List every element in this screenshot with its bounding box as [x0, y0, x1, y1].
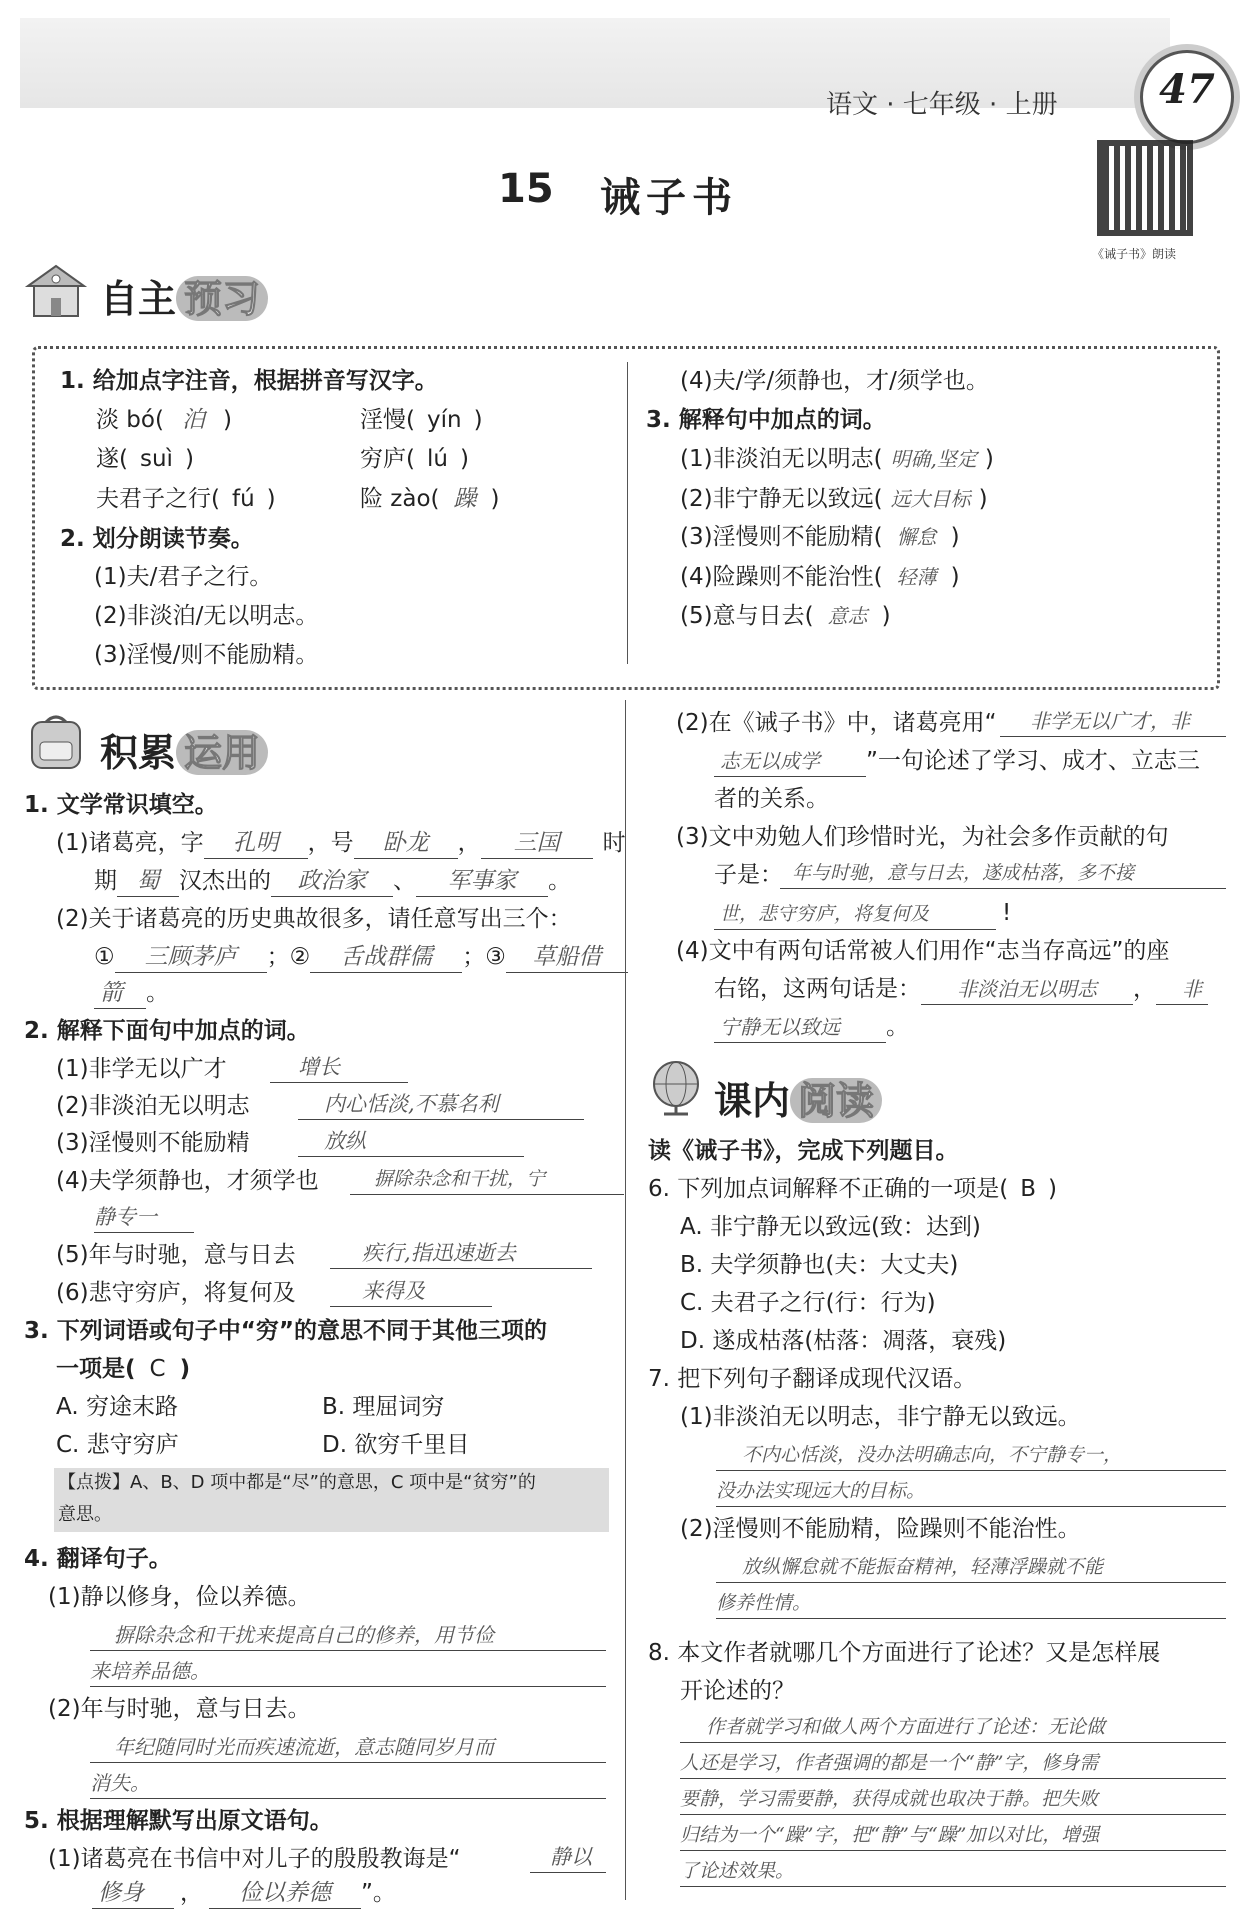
acc-q1c: (2)关于诸葛亮的历史典故很多，请任意写出三个： — [56, 906, 572, 932]
read-q8-ans3: 要静，学习需要静，获得成就也取决于静。把失败 — [680, 1784, 1226, 1815]
section-self-study — [100, 268, 268, 323]
ans: 军事家 — [416, 866, 548, 897]
answer: 轻薄 — [896, 565, 937, 589]
ans: C — [149, 1356, 166, 1382]
pre-q2d: (4)夫/学/须静也，才/须学也。 — [680, 368, 989, 394]
t: ! — [1002, 900, 1012, 926]
answer: 意志 — [827, 604, 868, 628]
t: 时 — [602, 830, 626, 856]
ans: 三国 — [481, 828, 593, 859]
acc-q2a: (1)非学无以广才 — [56, 1056, 227, 1082]
ans: 蜀 — [117, 866, 179, 897]
r-q5b: (2)在《诫子书》中，诸葛亮用“ — [676, 710, 997, 736]
paren: ) — [950, 564, 960, 590]
acc-q1a — [56, 828, 626, 859]
ans: 孔明 — [204, 828, 308, 859]
pre-q1a — [96, 405, 232, 435]
pre-q2c: (3)淫慢/则不能励精。 — [94, 642, 319, 668]
label: 险 zào( — [360, 486, 440, 512]
ans: 志无以成学 — [714, 746, 866, 777]
acc-q5a-ans: 静以 — [530, 1842, 606, 1873]
read-q8-ans2: 人还是学习，作者强调的都是一个“静”字，修身需 — [680, 1748, 1226, 1779]
r-q5c: (3)文中劝勉人们珍惜时光，为社会多作贡献的句 — [676, 824, 1169, 850]
tip-text: 【点拨】A、B、D 项中都是“尽”的意思，C 项中是“贫穷”的 — [58, 1472, 536, 1493]
t: 。 — [548, 868, 571, 894]
label: 穷庐( — [360, 446, 415, 472]
label: 淡 bó( — [96, 407, 164, 433]
column-divider — [625, 700, 626, 1900]
section-accumulate — [100, 722, 268, 777]
acc-q4b-ans2: 消失。 — [90, 1768, 606, 1799]
ans: 舌战群儒 — [310, 942, 462, 973]
t: 右铭，这两句话是： — [714, 976, 921, 1002]
backpack-icon — [24, 712, 88, 772]
section-reading — [714, 1070, 882, 1125]
acc-q1b — [94, 866, 571, 897]
read-q6A: A. 非宁静无以致远(致：达到) — [680, 1214, 981, 1240]
acc-q1e — [94, 978, 169, 1009]
read-q7a-ans: 不内心恬淡，没办法明确志向，不宁静专一， — [716, 1440, 1226, 1471]
ans: 非 — [1156, 974, 1208, 1005]
read-q6 — [648, 1174, 1057, 1204]
answer: suì — [139, 446, 173, 472]
section-title-a: 自主 — [100, 276, 177, 321]
label: (5)意与日去( — [680, 603, 814, 629]
t: ， — [180, 1880, 203, 1906]
ans: 宁静无以致远 — [714, 1012, 886, 1043]
pre-q3c — [680, 522, 960, 552]
lesson-title: 诫子书 — [600, 175, 738, 221]
pre-q1: 1. 给加点字注音，根据拼音写汉字。 — [60, 368, 438, 394]
r-q5b-line2 — [714, 746, 1200, 777]
t: 期 — [94, 868, 117, 894]
t: ) — [179, 1356, 191, 1382]
r-q5c-ans: 年与时驰，意与日去，遂成枯落，多不接 — [780, 858, 1226, 889]
read-q7b: (2)淫慢则不能励精，险躁则不能治性。 — [680, 1516, 1081, 1542]
ans: B — [1020, 1176, 1037, 1202]
paren: ) — [881, 603, 891, 629]
pre-q3: 3. 解释句中加点的词。 — [646, 407, 886, 433]
paren: ) — [984, 446, 994, 472]
acc-q1d — [94, 942, 628, 973]
t: (1)诸葛亮，字 — [56, 830, 204, 856]
t: ) — [1048, 1176, 1057, 1202]
t: ”一句论述了学习、成才、立志三 — [866, 748, 1200, 774]
t: ；③ — [462, 944, 506, 970]
t: 6. 下列加点词解释不正确的一项是( — [648, 1176, 1009, 1202]
r-q5b-ans: 非学无以广才，非 — [1000, 706, 1226, 737]
answer: yín — [426, 407, 462, 433]
acc-q2d-ans: 摒除杂念和干扰，宁 — [350, 1164, 624, 1195]
paren: ) — [266, 486, 276, 512]
t: ”。 — [361, 1880, 396, 1906]
pre-q3b — [680, 484, 988, 514]
pre-q3e — [680, 601, 891, 631]
acc-q2c-ans: 放纵 — [298, 1126, 524, 1157]
acc-q4b-ans: 年纪随同时光而疾速流逝，意志随同岁月而 — [90, 1732, 606, 1763]
t: 子是： — [714, 862, 783, 888]
preview-divider — [627, 362, 628, 664]
label: 遂( — [96, 446, 128, 472]
read-q7b-ans: 放纵懈怠就不能振奋精神，轻薄浮躁就不能 — [716, 1552, 1226, 1583]
pre-q3d — [680, 562, 960, 592]
acc-q4a: (1)静以修身，俭以养德。 — [48, 1584, 311, 1610]
read-q6D: D. 遂成枯落(枯落：凋落，衰残) — [680, 1328, 1007, 1354]
label: 夫君子之行( — [96, 486, 220, 512]
t: 汉杰出的 — [179, 868, 271, 894]
paren: ) — [490, 486, 500, 512]
ans: 草船借 — [506, 942, 628, 973]
acc-q2: 2. 解释下面句中加点的词。 — [24, 1018, 310, 1044]
ans: 俭以养德 — [209, 1878, 361, 1909]
answer: lú — [426, 446, 448, 472]
t: ， — [1133, 976, 1156, 1002]
acc-q2a-ans: 增长 — [270, 1052, 408, 1083]
answer: 泊 — [181, 407, 205, 433]
t: ， — [457, 830, 481, 856]
preview-box — [32, 346, 1220, 690]
t: ，号 — [307, 830, 354, 856]
pre-q1d — [360, 444, 469, 474]
ans: 世，悲守穷庐，将复何及 — [714, 899, 996, 930]
lesson-number: 15 — [498, 166, 554, 212]
read-intro: 读《诫子书》，完成下列题目。 — [648, 1138, 959, 1164]
qr-code[interactable] — [1097, 140, 1193, 236]
paren: ) — [978, 486, 988, 512]
t: 一项是( — [56, 1356, 136, 1382]
answer: 懈怠 — [896, 525, 937, 549]
paren: ) — [950, 524, 960, 550]
label: 淫慢( — [360, 407, 415, 433]
r-q5c-line3 — [714, 898, 1011, 930]
ans: 政治家 — [271, 866, 393, 897]
acc-q3C: C. 悲守穷庐 — [56, 1432, 179, 1458]
read-q8-ans5: 了论述效果。 — [680, 1856, 1226, 1887]
acc-q2b: (2)非淡泊无以明志 — [56, 1093, 250, 1119]
t: 。 — [146, 980, 169, 1006]
acc-q1: 1. 文学常识填空。 — [24, 792, 218, 818]
acc-q2b-ans: 内心恬淡,不慕名利 — [298, 1089, 584, 1120]
label: (3)淫慢则不能励精( — [680, 524, 883, 550]
r-q5d-line2 — [714, 974, 1208, 1005]
ans: 箭 — [94, 978, 146, 1009]
read-q7b-ans2: 修养性情。 — [716, 1588, 1226, 1619]
t: ；② — [266, 944, 311, 970]
read-q8-ans4: 归结为一个“躁”字，把“静”与“躁”加以对比，增强 — [680, 1820, 1226, 1851]
section-title-b: 阅读 — [790, 1078, 882, 1123]
t: ① — [94, 944, 115, 970]
r-q5d-line3 — [714, 1012, 909, 1043]
ans: 卧龙 — [354, 828, 458, 859]
acc-q2e: (5)年与时驰，意与日去 — [56, 1242, 296, 1268]
acc-q4b: (2)年与时驰，意与日去。 — [48, 1696, 311, 1722]
pre-q1c — [96, 444, 194, 474]
acc-q5: 5. 根据理解默写出原文语句。 — [24, 1808, 333, 1834]
ans: 修身 — [92, 1878, 174, 1909]
acc-q3B: B. 理屈词穷 — [322, 1394, 445, 1420]
ans: 非淡泊无以明志 — [921, 974, 1133, 1005]
acc-q2e-ans: 疾行,指迅速逝去 — [330, 1238, 592, 1269]
label: (1)非淡泊无以明志( — [680, 446, 883, 472]
pre-q2a: (1)夫/君子之行。 — [94, 564, 273, 590]
globe-icon — [646, 1056, 708, 1118]
acc-q2f-ans: 来得及 — [330, 1276, 492, 1307]
answer: 远大目标 — [890, 487, 971, 511]
t: 、 — [393, 868, 416, 894]
acc-q5a: (1)诸葛亮在书信中对儿子的殷殷教诲是“ — [48, 1846, 461, 1872]
read-q6B: B. 夫学须静也(夫：大丈夫) — [680, 1252, 959, 1278]
section-title-a: 课内 — [714, 1078, 791, 1123]
acc-q3A: A. 穷途末路 — [56, 1394, 178, 1420]
answer: 明确,坚定 — [890, 447, 977, 471]
section-title-b: 运用 — [176, 730, 268, 775]
acc-q3D: D. 欲穷千里目 — [322, 1432, 470, 1458]
acc-q4a-ans: 摒除杂念和干扰来提高自己的修养，用节俭 — [90, 1620, 606, 1651]
read-q7a-ans2: 没办法实现远大的目标。 — [716, 1476, 1226, 1507]
read-q8-ans1: 作者就学习和做人两个方面进行了论述：无论做 — [680, 1712, 1226, 1743]
acc-q5a-line2 — [92, 1878, 396, 1909]
acc-q2d: (4)夫学须静也，才须学也 — [56, 1168, 319, 1194]
acc-q2c: (3)淫慢则不能励精 — [56, 1130, 250, 1156]
label: (2)非宁静无以致远( — [680, 486, 883, 512]
ans: 三顾茅庐 — [115, 942, 267, 973]
acc-q3b — [56, 1354, 190, 1384]
acc-q4a-ans2: 来培养品德。 — [90, 1656, 606, 1687]
r-q5c-line2 — [714, 860, 783, 890]
label: (4)险躁则不能治性( — [680, 564, 883, 590]
pre-q1b — [360, 405, 483, 435]
acc-q2d-ans2: 静专一 — [94, 1202, 194, 1233]
answer: fú — [231, 486, 255, 512]
read-q6C: C. 夫君子之行(行：行为) — [680, 1290, 936, 1316]
pre-q3a — [680, 444, 994, 474]
section-title-b: 预习 — [176, 276, 268, 321]
acc-q3: 3. 下列词语或句子中“穷”的意思不同于其他三项的 — [24, 1318, 547, 1344]
t: 。 — [886, 1014, 909, 1040]
paren: ) — [459, 446, 469, 472]
read-q8b: 开论述的？ — [680, 1678, 795, 1704]
tip-text-2: 意思。 — [58, 1504, 112, 1525]
school-icon — [24, 262, 88, 318]
section-title-a: 积累 — [100, 730, 177, 775]
paren: ) — [184, 446, 194, 472]
r-q5d: (4)文中有两句话常被人们用作“志当存高远”的座 — [676, 938, 1170, 964]
header-subject: 语文 · 七年级 · 上册 — [826, 90, 1058, 120]
pre-q2b: (2)非淡泊/无以明志。 — [94, 603, 319, 629]
qr-caption: 《诫子书》朗读 — [1092, 247, 1177, 261]
pre-q1f — [360, 484, 500, 514]
paren: ) — [473, 407, 483, 433]
acc-q4: 4. 翻译句子。 — [24, 1546, 172, 1572]
pre-q1e — [96, 484, 276, 514]
r-q5b-line3: 者的关系。 — [714, 786, 829, 812]
page-number: 47 — [1159, 66, 1215, 113]
pre-q2: 2. 划分朗读节奏。 — [60, 526, 254, 552]
read-q7: 7. 把下列句子翻译成现代汉语。 — [648, 1366, 977, 1392]
answer: 躁 — [453, 486, 477, 512]
paren: ) — [222, 407, 232, 433]
read-q8: 8. 本文作者就哪几个方面进行了论述？又是怎样展 — [648, 1640, 1161, 1666]
acc-q2f: (6)悲守穷庐，将复何及 — [56, 1280, 296, 1306]
read-q7a: (1)非淡泊无以明志，非宁静无以致远。 — [680, 1404, 1081, 1430]
